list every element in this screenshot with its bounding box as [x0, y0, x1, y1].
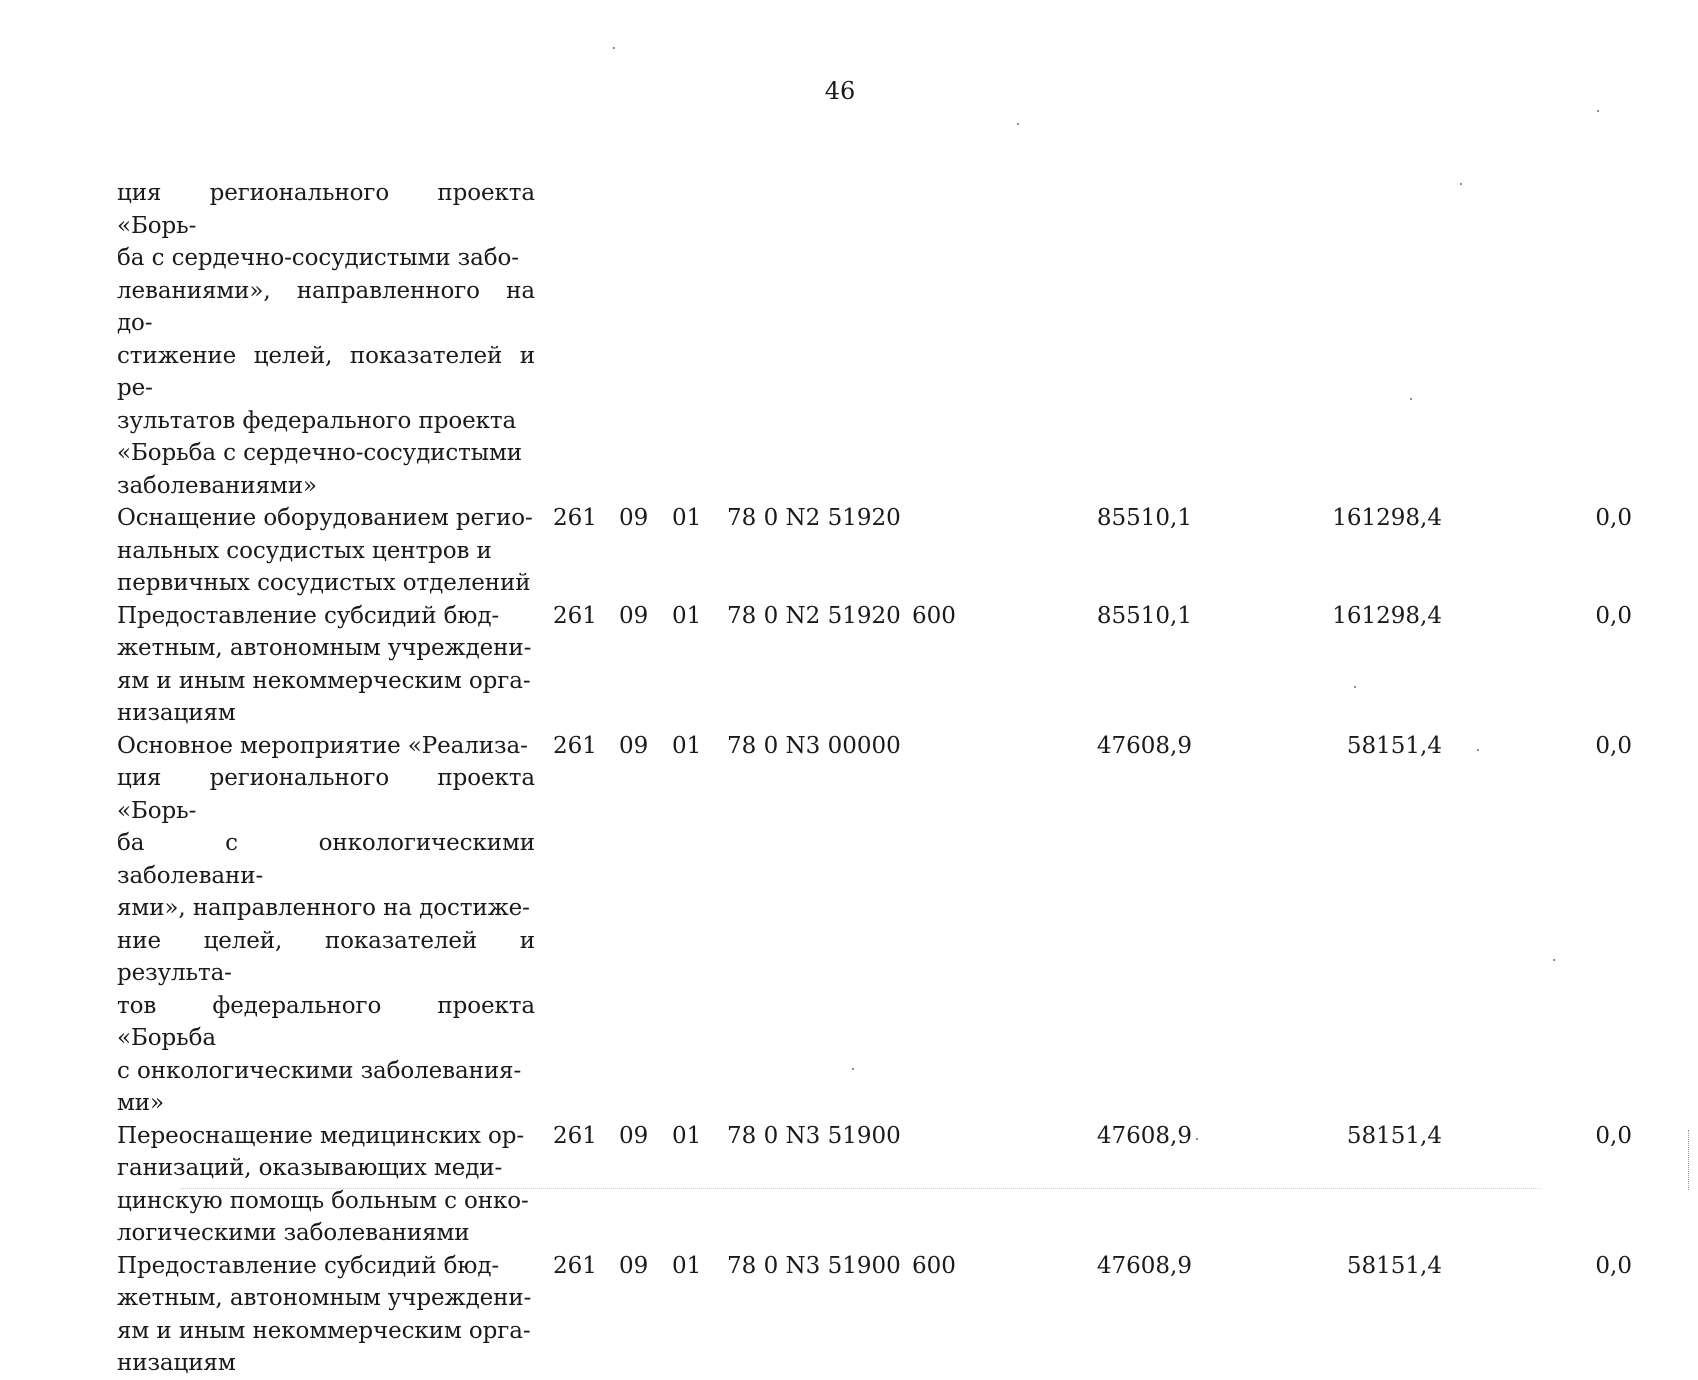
amount-year-2: 58151,4	[1346, 1122, 1442, 1149]
section-code: 09	[619, 602, 649, 629]
subsection-code: 01	[672, 505, 702, 531]
subsection-code: 01	[672, 1122, 702, 1149]
grbs-code: 261	[553, 1252, 597, 1279]
row-description: Переоснащение медицинских ор- ганизаций, оказывающих меди- цинскую помощь больным с онко- логическими заболеваниями	[117, 1122, 529, 1246]
subsection-code: 01	[672, 1252, 702, 1279]
amount-year-3: 0,0	[1595, 732, 1632, 759]
budget-table	[117, 177, 1632, 1380]
table-row	[117, 177, 1587, 502]
amount-year-1: 47608,9	[1096, 732, 1192, 759]
section-code: 09	[619, 1122, 649, 1149]
amount-year-3: 0,0	[1595, 505, 1632, 531]
target-article-code: 78 0 N3 51900	[727, 1122, 901, 1149]
subsection-code: 01	[672, 732, 702, 759]
table-row	[117, 1120, 1632, 1250]
row-description: Оснащение оборудованием регио- нальных сосудистых центров и первичных сосудистых отделений	[117, 505, 533, 596]
section-code: 09	[619, 505, 649, 531]
target-article-code: 78 0 N2 51920	[727, 505, 901, 531]
grbs-code: 261	[553, 602, 597, 629]
row-description: ция регионального проекта «Борь- ба с сердечно-сосудистыми забо- леваниями», направленного на до- стижение целей, показателей и ре- зультатов федерального проекта «Борьба с сердечно-сосудистыми заболеваниями»	[117, 180, 535, 499]
table-row	[117, 1250, 1632, 1380]
scan-speck	[1477, 749, 1479, 751]
row-description: Предоставление субсидий бюд- жетным, автономным учреждени- ям и иным некоммерческим орга- низациям	[117, 602, 532, 726]
scan-speck	[1460, 183, 1462, 185]
scan-speck	[1354, 686, 1356, 688]
section-code: 09	[619, 732, 649, 759]
scan-speck	[613, 47, 615, 49]
row-description: Основное мероприятие «Реализа- ция регионального проекта «Борь- ба с онкологическими заболевани- ями», направленного на достиже- ние целей, показателей и результа- тов федерального проекта «Борьба с онкологическими заболевания- ми»	[117, 732, 535, 1116]
table-row	[117, 730, 1632, 1120]
page-number: 46	[824, 77, 856, 105]
scan-bottom-noise	[180, 1188, 1540, 1190]
amount-year-3: 0,0	[1595, 1122, 1632, 1149]
table-row	[117, 600, 1632, 730]
expense-type-code: 600	[912, 602, 956, 629]
scan-speck	[1410, 398, 1412, 400]
grbs-code: 261	[553, 1122, 597, 1149]
target-article-code: 78 0 N2 51920	[727, 602, 901, 629]
section-code: 09	[619, 1252, 649, 1279]
amount-year-1: 47608,9	[1096, 1252, 1192, 1279]
row-description: Предоставление субсидий бюд- жетным, автономным учреждени- ям и иным некоммерческим орга- низациям	[117, 1252, 532, 1376]
subsection-code: 01	[672, 602, 702, 629]
target-article-code: 78 0 N3 00000	[727, 732, 901, 759]
amount-year-2: 161298,4	[1332, 602, 1442, 629]
scan-speck	[1553, 959, 1555, 961]
grbs-code: 261	[553, 732, 597, 759]
amount-year-3: 0,0	[1595, 602, 1632, 629]
table-row	[117, 502, 1632, 600]
scan-speck	[1017, 123, 1019, 125]
amount-year-2: 58151,4	[1346, 1252, 1442, 1279]
grbs-code: 261	[553, 505, 597, 531]
amount-year-1: 47608,9	[1096, 1122, 1192, 1149]
amount-year-2: 58151,4	[1346, 732, 1442, 759]
scan-speck	[1196, 1138, 1198, 1140]
amount-year-1: 85510,1	[1096, 505, 1192, 531]
expense-type-code: 600	[912, 1252, 956, 1279]
amount-year-3: 0,0	[1595, 1252, 1632, 1279]
scan-speck	[1597, 110, 1599, 112]
target-article-code: 78 0 N3 51900	[727, 1252, 901, 1279]
scan-edge-noise	[1688, 1130, 1690, 1190]
amount-year-1: 85510,1	[1096, 602, 1192, 629]
scan-speck	[852, 1068, 854, 1070]
amount-year-2: 161298,4	[1332, 505, 1442, 531]
